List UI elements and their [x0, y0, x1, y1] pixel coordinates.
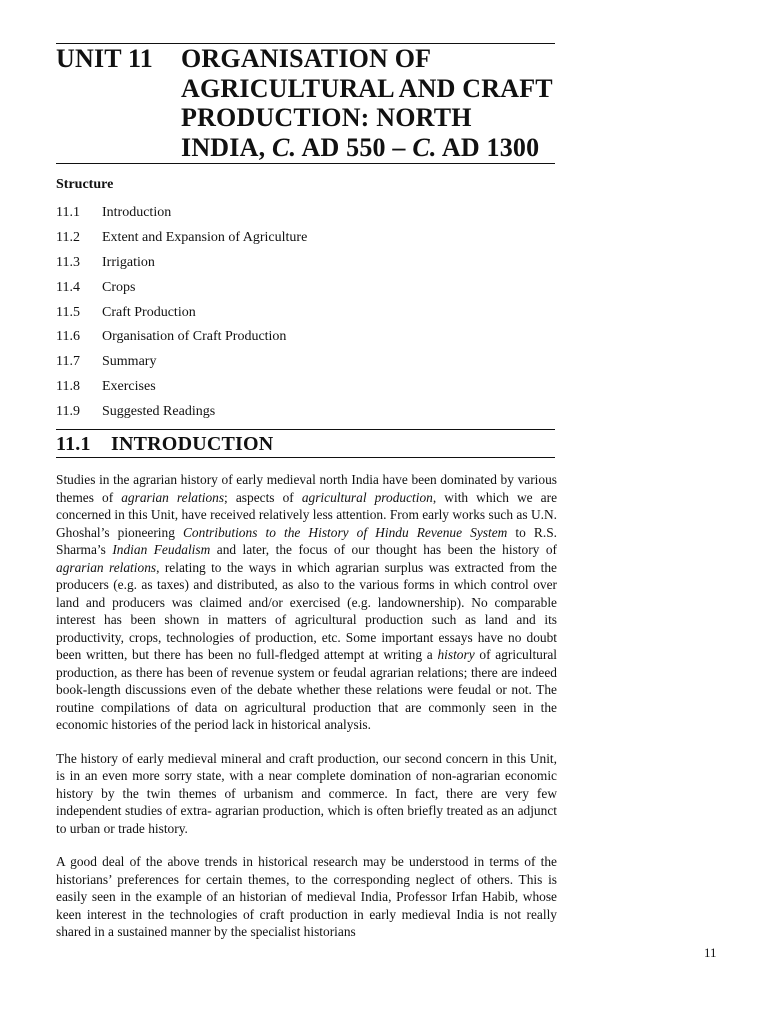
structure-item-number: 11.7: [56, 354, 80, 370]
structure-item: [56, 403, 556, 428]
structure-item-number: 11.3: [56, 254, 80, 270]
paragraph: A good deal of the above trends in historical research may be understood in terms of the historians’ preferences for certain themes, to the corresponding neglect of others. This is easily seen in the example of an historian of medieval India, Professor Irfan Habib, whose keen interest in the technologies of craft production in early medieval India is not really shared in a sustained manner by the specialist historians: [56, 854, 557, 939]
unit-title: [181, 44, 561, 162]
structure-item: [56, 328, 556, 353]
unit-title-line: AGRICULTURAL AND CRAFT: [181, 73, 553, 103]
emphasis: Indian Feudalism: [112, 542, 211, 557]
section-number: 11.1: [56, 433, 91, 455]
structure-item-label: Crops: [102, 279, 136, 295]
emphasis: Contributions to the History of Hindu Revenue System: [183, 524, 508, 540]
structure-item-number: 11.5: [56, 304, 80, 320]
emphasis: agricultural production: [301, 489, 433, 505]
structure-item: [56, 378, 556, 403]
section-heading: [56, 432, 273, 456]
structure-item-label: Irrigation: [102, 254, 155, 270]
paragraph: The history of early medieval mineral and craft production, our second concern in this Unit, is in an even more sorry state, with a near complete domination of non-agrarian economic history by the twin themes of urbanism and commerce. In fact, there are very few independent studies of extra- agrarian production, which is often briefly treated as an adjunct to urban or trade history.: [56, 750, 557, 836]
structure-item: [56, 229, 556, 254]
structure-item-label: Introduction: [102, 205, 172, 220]
structure-item-number: 11.8: [56, 379, 80, 395]
structure-item: [56, 254, 556, 279]
structure-item: [56, 353, 556, 378]
structure-item-label: Organisation of Craft Production: [102, 329, 287, 345]
structure-list: [56, 204, 556, 428]
structure-item-number: 11.1: [56, 205, 80, 220]
emphasis: agrarian relations: [56, 559, 157, 575]
body-text: [56, 471, 557, 957]
structure-item-number: 11.2: [56, 229, 80, 245]
structure-item: [56, 279, 556, 304]
emphasis: history: [437, 647, 475, 662]
emphasis: C.: [271, 132, 297, 162]
title-underline: [56, 163, 555, 164]
unit-label: UNIT 11: [56, 44, 154, 73]
section-title: INTRODUCTION: [111, 433, 274, 455]
structure-heading: Structure: [56, 177, 114, 192]
structure-item-label: Suggested Readings: [102, 404, 216, 420]
emphasis: C.: [412, 132, 437, 162]
structure-item-label: Exercises: [102, 379, 156, 395]
section-bottom-rule: [56, 457, 555, 458]
unit-title-line: ORGANISATION OF: [181, 44, 432, 73]
unit-title-line: INDIA, C. AD 550 – C. AD 1300: [181, 132, 540, 162]
structure-item-number: 11.6: [56, 329, 80, 345]
section-top-rule: [56, 429, 555, 430]
structure-item-number: 11.9: [56, 404, 80, 420]
page-number: 11: [704, 945, 717, 960]
unit-title-line: PRODUCTION: NORTH: [181, 103, 472, 132]
structure-item: [56, 304, 556, 329]
emphasis: agrarian relations: [121, 489, 225, 505]
structure-item-label: Extent and Expansion of Agriculture: [102, 229, 308, 245]
structure-item-label: Summary: [102, 354, 157, 370]
paragraph: Studies in the agrarian history of early medieval north India have been dominated by various themes of agrarian relations; aspects of agricultural production, with which we are concerned in this Unit, have received relatively less attention. From early works such as U.N. Ghoshal’s pioneering Contributions to the History of Hindu Revenue System to R.S. Sharma’s Indian Feudalism and later, the focus of our thought has been the history of agrarian relations, relating to the ways in which agrarian surplus was extracted from the producers (e.g. as taxes) and distributed, as also to the various forms in which control over land and producers was claimed and/or exercised (e.g. landownership). No comparable interest has been shown in matters of agricultural production such as land and its productivity, crops, technologies of production, etc. Some important essays have no doubt been written, but there has been no full-fledged attempt at writing a history of agricultural production, as there has been of revenue system or feudal agrarian relations; there are indeed book-length discussions even of the debate whether these relations were feudal or not. The routine compilations of data on agricultural production that are commonly seen in the economic histories of the period lack in historical analysis.: [56, 472, 558, 732]
structure-item: [56, 204, 556, 229]
structure-item-label: Craft Production: [102, 304, 196, 320]
structure-item-number: 11.4: [56, 279, 80, 295]
